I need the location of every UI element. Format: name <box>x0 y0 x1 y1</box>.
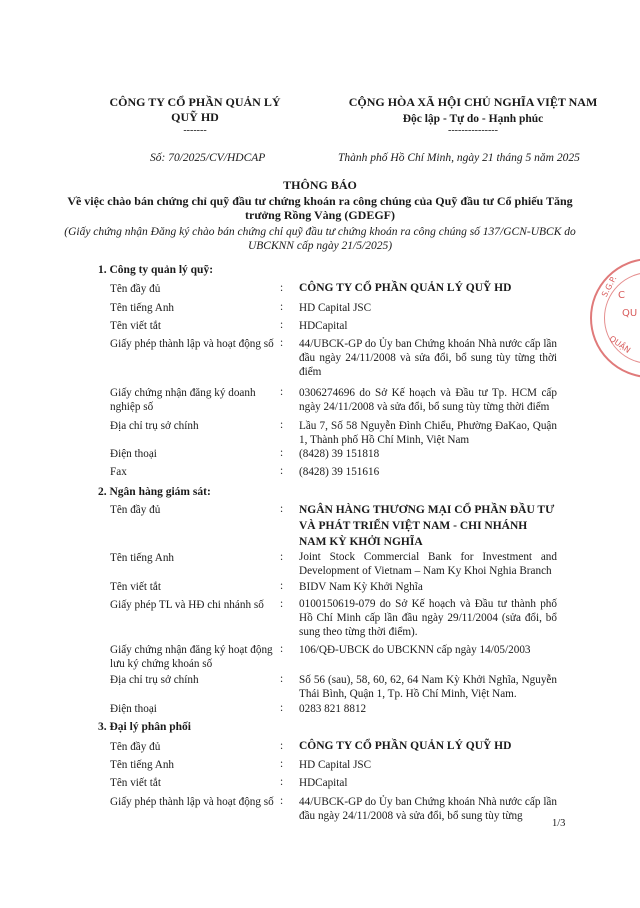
field-label: Địa chỉ trụ sở chính <box>110 420 199 432</box>
colon: : <box>280 301 284 313</box>
field-value: HDCapital <box>299 777 348 789</box>
field-value: NGÂN HÀNG THƯƠNG MẠI CỔ PHẦN ĐẦU TƯ VÀ PHÁT TRIỂN VIỆT NAM - CHI NHÁNH NAM KỲ KHỞI NGHĨA <box>299 504 555 548</box>
colon: : <box>280 740 284 752</box>
field-label: Giấy chứng nhận đăng ký doanh nghiệp số <box>110 387 256 413</box>
field-value: 44/UBCK-GP do Ủy ban Chứng khoán Nhà nước cấp lần đầu ngày 24/11/2008 và sửa đổi, bổ sung tùy từng thời điểm <box>299 338 557 378</box>
field-label: Tên tiếng Anh <box>110 759 175 771</box>
field-value: CÔNG TY CỔ PHẦN QUẢN LÝ QUỸ HD <box>299 740 512 752</box>
field-label: Tên đầy đủ <box>110 504 161 516</box>
nation-name: CỘNG HÒA XÃ HỘI CHỦ NGHĨA VIỆT NAM <box>348 95 598 109</box>
field-value: HD Capital JSC <box>299 759 372 771</box>
motto: Độc lập - Tự do - Hạnh phúc <box>402 113 544 125</box>
section-1-heading: 1. Công ty quản lý quỹ: <box>98 264 214 276</box>
field-label: Điện thoại <box>110 703 157 715</box>
colon: : <box>280 673 284 685</box>
notice-subject: Về việc chào bán chứng chỉ quỹ đầu tư chứng khoán ra công chúng của Quỹ đầu tư Cổ phiếu Tăng trưởng Rồng Vàng (GDEGF) <box>67 194 573 222</box>
field-label: Tên tiếng Anh <box>110 302 175 314</box>
notice-title: THÔNG BÁO <box>283 178 357 192</box>
company-dash: ------- <box>183 125 207 136</box>
notice-certificate: (Giấy chứng nhận Đăng ký chào bán chứng chỉ quỹ đầu tư chứng khoán ra công chúng số 137/GCN-UBCK do UBCKNN cấp ngày 21/5/2025) <box>64 226 576 252</box>
field-label: Tên tiếng Anh <box>110 552 175 564</box>
field-value: 0306274696 do Sở Kế hoạch và Đầu tư Tp. HCM cấp ngày 24/11/2008 và sửa đổi, bổ sung tùy từng thời điểm <box>299 387 557 413</box>
field-value: HD Capital JSC <box>299 302 372 314</box>
field-label: Giấy chứng nhận đăng ký hoạt động lưu ký chứng khoán số <box>110 644 273 670</box>
colon: : <box>280 503 284 515</box>
reference-number: Số: 70/2025/CV/HDCAP <box>150 152 266 164</box>
colon: : <box>280 419 284 431</box>
field-label: Tên viết tắt <box>110 320 161 332</box>
field-value: (8428) 39 151818 <box>299 448 380 460</box>
colon: : <box>280 643 284 655</box>
section-3-heading: 3. Đại lý phân phối <box>98 721 191 733</box>
field-value: Joint Stock Commercial Bank for Investment and Development of Vietnam – Nam Ky Khoi Nghia Branch <box>299 551 557 577</box>
colon: : <box>280 282 284 294</box>
field-label: Giấy phép thành lập và hoạt động số <box>110 796 274 808</box>
field-value: Số 56 (sau), 58, 60, 62, 64 Nam Kỳ Khởi Nghĩa, Nguyễn Thái Bình, Quận 1, Tp. Hồ Chí Minh, Việt Nam. <box>299 674 557 700</box>
nation-header <box>328 95 618 137</box>
colon: : <box>280 580 284 592</box>
field-label: Địa chỉ trụ sở chính <box>110 674 199 686</box>
field-value: 44/UBCK-GP do Ủy ban Chứng khoán Nhà nước cấp lần đầu ngày 24/11/2008 và sửa đổi, bổ sung tùy từng <box>299 796 557 822</box>
seal-text: QUẬN <box>607 334 633 355</box>
colon: : <box>280 465 284 477</box>
colon: : <box>280 337 284 349</box>
company-name: CÔNG TY CỔ PHẦN QUẢN LÝ QUỸ HD <box>109 95 281 124</box>
field-value: (8428) 39 151616 <box>299 466 380 478</box>
field-label: Tên đầy đủ <box>110 741 161 753</box>
colon: : <box>280 702 284 714</box>
field-label: Giấy phép thành lập và hoạt động số <box>110 338 274 350</box>
company-header <box>95 95 295 137</box>
field-value: CÔNG TY CỔ PHẦN QUẢN LÝ QUỸ HD <box>299 282 512 294</box>
field-value: 0100150619-079 do Sở Kế hoạch và Đầu tư thành phố Hồ Chí Minh cấp lần đầu ngày 29/11/2004 (sửa đổi, bổ sung theo từng thời điểm). <box>299 598 557 638</box>
colon: : <box>280 319 284 331</box>
field-value: Lầu 7, Số 58 Nguyễn Đình Chiểu, Phường ĐaKao, Quận 1, Thành phố Hồ Chí Minh, Việt Nam <box>299 420 557 446</box>
colon: : <box>280 758 284 770</box>
field-value: 0283 821 8812 <box>299 703 367 715</box>
company-seal <box>590 258 640 378</box>
page-number: 1/3 <box>552 818 566 829</box>
notice-title-block <box>60 178 580 253</box>
issue-date: Thành phố Hồ Chí Minh, ngày 21 tháng 5 năm 2025 <box>338 152 580 164</box>
seal-text: S.G.P. <box>599 274 619 299</box>
colon: : <box>280 776 284 788</box>
field-value: HDCapital <box>299 320 348 332</box>
field-label: Giấy phép TL và HĐ chi nhánh số <box>110 599 264 611</box>
colon: : <box>280 551 284 563</box>
field-value: BIDV Nam Kỳ Khởi Nghĩa <box>299 581 423 593</box>
colon: : <box>280 598 284 610</box>
field-label: Tên viết tắt <box>110 777 161 789</box>
seal-text: QU <box>622 308 638 319</box>
colon: : <box>280 386 284 398</box>
motto-dash: --------------- <box>448 125 498 136</box>
field-label: Fax <box>110 466 127 478</box>
field-label: Tên đầy đủ <box>110 283 161 295</box>
section-2-heading: 2. Ngân hàng giám sát: <box>98 486 211 498</box>
colon: : <box>280 447 284 459</box>
colon: : <box>280 795 284 807</box>
seal-text: C <box>618 290 625 301</box>
field-label: Tên viết tắt <box>110 581 161 593</box>
field-value: 106/QĐ-UBCK do UBCKNN cấp ngày 14/05/2003 <box>299 644 531 656</box>
field-label: Điện thoại <box>110 448 157 460</box>
